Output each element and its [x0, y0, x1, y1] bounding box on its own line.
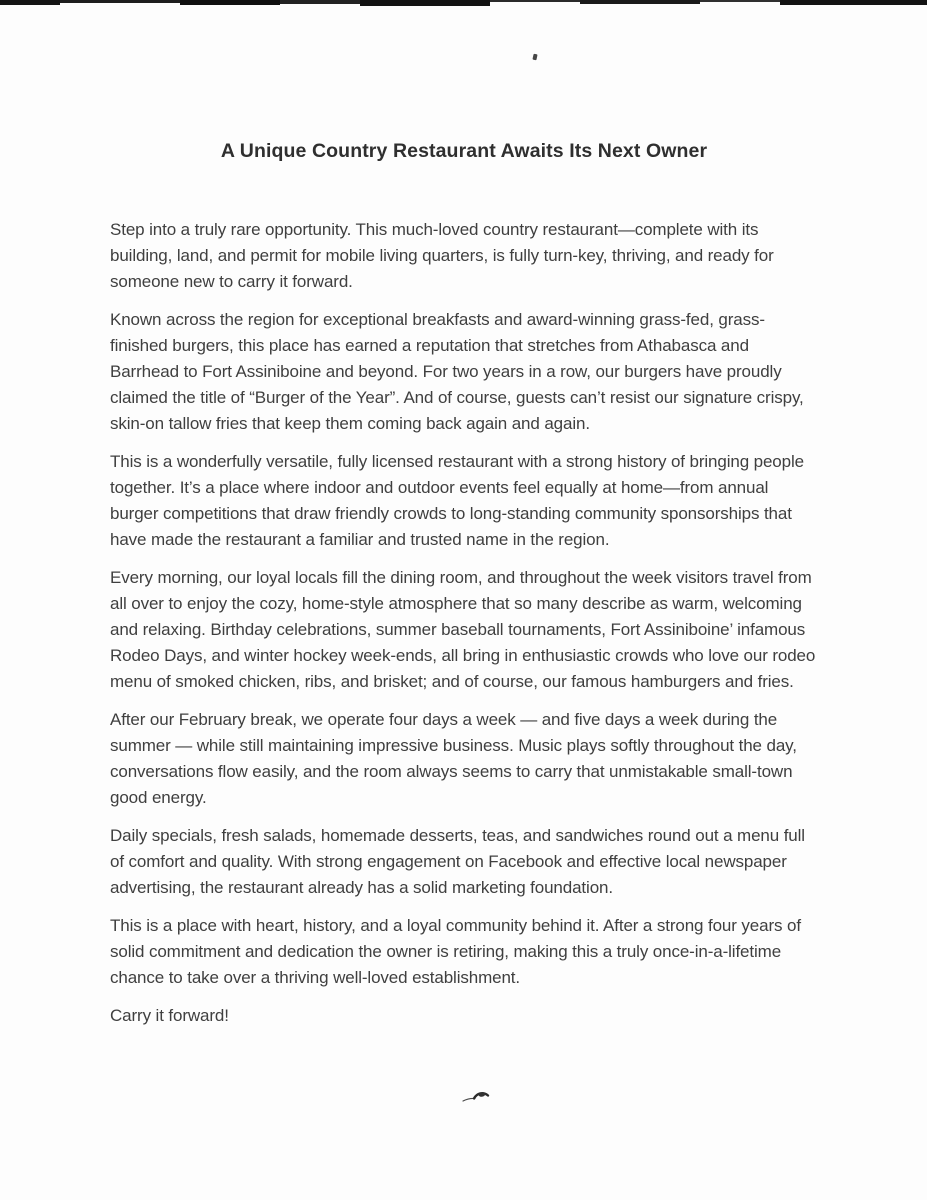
paragraph-4: Every morning, our loyal locals fill the dining room, and throughout the week visitors travel from all over to enjoy the cozy, home-style atmosphere that so many describe as warm, welcoming and relaxing. Birthday celebrations, summer baseball tournaments, Fort Assiniboine’ infamous Rodeo Days, and winter hockey week-ends, all bring in enthusiastic crowds who love our rodeo menu of smoked chicken, ribs, and brisket; and of course, our famous hamburgers and fries. — [110, 568, 816, 691]
paragraph-3: This is a wonderfully versatile, fully licensed restaurant with a strong history of bringing people together. It’s a place where indoor and outdoor events feel equally at home—from annual burger competitions that draw friendly crowds to long-standing community sponsorships that have made the restaurant a familiar and trusted name in the region. — [110, 452, 804, 549]
scan-squiggle-mark — [462, 1088, 498, 1104]
document-title: A Unique Country Restaurant Awaits Its Next Owner — [220, 140, 708, 162]
paragraph-1: Step into a truly rare opportunity. This much-loved country restaurant—complete with its building, land, and permit for mobile living quarters, is fully turn-key, thriving, and ready for someone new to carry it forward. — [110, 220, 774, 291]
paragraph-2: Known across the region for exceptional breakfasts and award-winning grass-fed, grass-finished burgers, this place has earned a reputation that stretches from Athabasca and Barrhead to Fort Assiniboine and beyond. For two years in a row, our burgers have proudly claimed the title of “Burger of the Year”. And of course, guests can’t resist our signature crispy, skin-on tallow fries that keep them coming back again and again. — [110, 310, 804, 433]
paragraph-7: This is a place with heart, history, and a loyal community behind it. After a strong four years of solid commitment and dedication the owner is retiring, making this a truly once-in-a-lifetime chance to take over a thriving well-loved establishment. — [110, 916, 801, 987]
closing-line: Carry it forward! — [110, 1006, 229, 1025]
paragraph-6: Daily specials, fresh salads, homemade desserts, teas, and sandwiches round out a menu full of comfort and quality. With strong engagement on Facebook and effective local newspaper advertising, the restaurant already has a solid marketing foundation. — [110, 826, 805, 897]
paragraph-5: After our February break, we operate four days a week — and five days a week during the summer — while still maintaining impressive business. Music plays softly throughout the day, conversations flow easily, and the room always seems to carry that unmistakable small-town good energy. — [110, 710, 797, 807]
